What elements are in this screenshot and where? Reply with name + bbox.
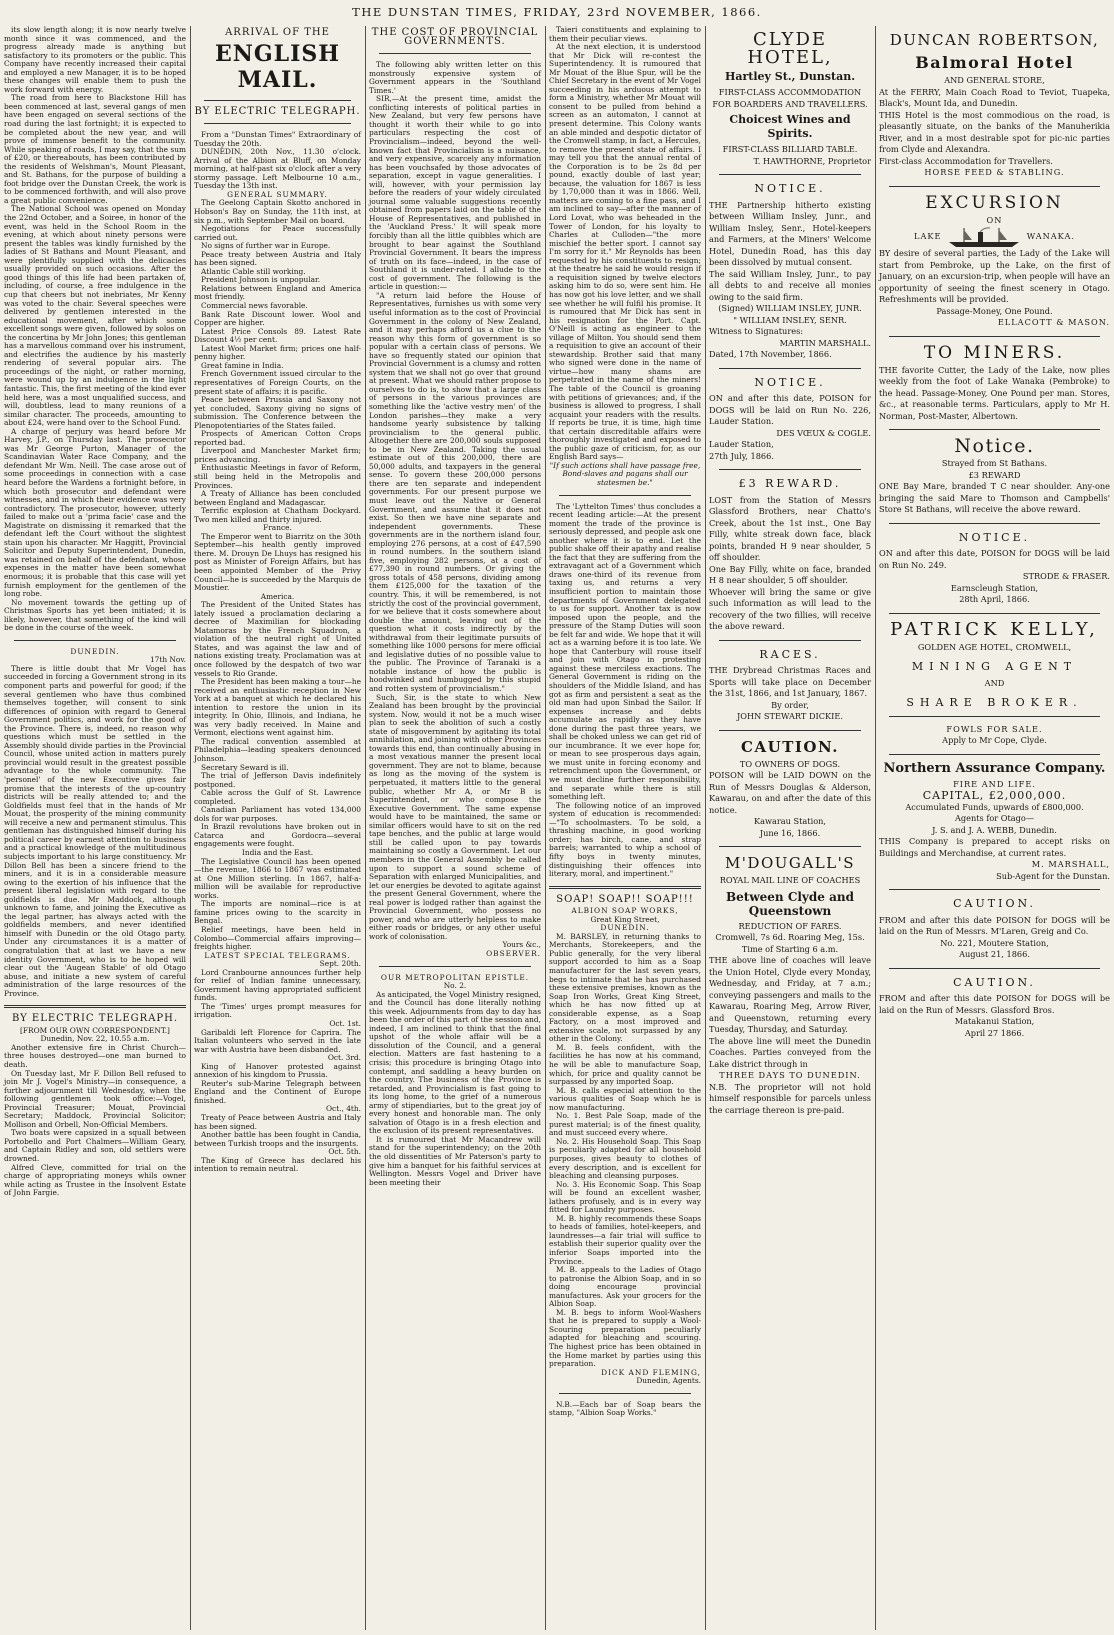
- ad-subheading: AND GENERAL STORE,: [944, 75, 1045, 85]
- summary-item: Relations between England and America most friendly.: [194, 283, 361, 302]
- dateline: Sept. 20th.: [319, 959, 361, 969]
- article-paragraph: Treaty of Peace between Austria and Italy has been signed.: [194, 1112, 361, 1131]
- section-heading: LATEST SPECIAL TELEGRAMS.: [204, 950, 351, 960]
- ad-fares: Cromwell, 7s 6d. Roaring Meg, 15s.: [715, 932, 865, 942]
- dateline: Oct. 5th.: [328, 1147, 361, 1157]
- notice-subheading: Strayed from St Bathans.: [941, 458, 1048, 468]
- ad-line: Accumulated Funds, upwards of £800,000.: [905, 801, 1084, 812]
- ad-line: J. S. and J. A. WEBB, Dunedin.: [932, 824, 1057, 835]
- notice-text: ON and after this date, POISON for DOGS will be laid on Run No. 226, Lauder Station.: [709, 393, 871, 426]
- article-paragraph: Canadian Parliament has voted 134,000 dols for war purposes.: [194, 805, 361, 823]
- notice-heading: CAUTION.: [953, 975, 1036, 989]
- section-heading: OUR METROPOLITAN EPISTLE.: [380, 972, 530, 982]
- dateline: Oct. 3rd.: [327, 1053, 361, 1063]
- summary-list: [194, 199, 361, 524]
- ad-capital: CAPITAL, £2,000,000.: [922, 789, 1067, 802]
- ad-paragraph: At the FERRY, Main Coach Road to Teviot, Tuapeka, Black's, Mount Ida, and Dunedin.: [879, 86, 1110, 108]
- ad-paragraph: No. 2. His Household Soap. This Soap is peculiarly adapted for all household purposes, gives beauty to clothes of every description, and is excellent for bleaching and cleansing purposes.: [549, 1136, 701, 1181]
- article-paragraph: The President of the United States has lately issued a proclamation declaring a decree of Maximilian for blockading Matamoras by the French Squadron, a violation of the neutral right of United States, and was against the law and of nations existing treaty. Proclamation was at once followed by the despatch of two war vessels to Rio Grande.: [194, 600, 361, 678]
- article-paragraph: The trial of Jefferson Davis indefinitely postponed.: [194, 771, 361, 789]
- ad-paragraph: M. B. calls especial attention to the various qualities of Soap which he is now manufacturing.: [549, 1085, 701, 1112]
- masthead: THE DUNSTAN TIMES, FRIDAY, 23rd NOVEMBER, 1866.: [352, 5, 762, 19]
- ad-line: THREE DAYS TO DUNEDIN.: [719, 1070, 861, 1080]
- steamship-icon: [944, 226, 1024, 248]
- headline: ENGLISH MAIL.: [214, 40, 341, 93]
- lake-label: LAKE: [914, 231, 942, 241]
- dateline: Oct., 4th.: [326, 1104, 361, 1114]
- notice-text: FROM and after this date POISON for DOGS will be laid on the Run of Messrs. M'Laren, Greig and Co.: [879, 914, 1110, 936]
- region-heading: France.: [263, 523, 292, 533]
- ad-subheading: FIRE AND LIFE.: [953, 778, 1036, 789]
- divider: [719, 368, 861, 369]
- notice-heading: NOTICE.: [754, 375, 826, 389]
- notice-signature: (Signed) WILLIAM INSLEY, JUNR.: [718, 303, 862, 313]
- summary-item: Prospects of American Cotton Crops reported bad.: [194, 429, 361, 447]
- article-paragraph: As anticipated, the Vogel Ministry resigned, and the Council has done literally nothing this week. Adjournments from day to day has been the order of this part of the session and, indeed, I am inclined to think that the final upshot of the whole affair will be a dissolution of the Council, and a general election. Matters are fast hastening to a crisis; this procedure is bringing Otago into contempt, and saddling a heavy burden on the country. The business of the Province is retarded, and Provincialism is fast going to its long home, to the grief of a numerous army of stipendiaries, but to the great joy of every honest and honorable man. The only salvation of Otago is in a fresh election and the exclusion of its present representatives.: [369, 989, 541, 1136]
- summary-item: The Geelong Captain Skotto anchored in Hobson's Bay on Sunday, the 11th inst, at six p.m., with September Mail on board.: [194, 198, 361, 225]
- divider: [889, 613, 1100, 614]
- ad-line: FIRST-CLASS ACCOMMODATION FOR BOARDERS AND TRAVELLERS.: [712, 87, 868, 109]
- article-paragraph: The Emperor went to Biarritz on the 30th September—his health gently improved there. M. Drouyn De Lhuys has resigned his post as Minister of Foreign Affairs, but has been appointed Member of the Privy Council—he is succeeded by the Marquis de Moustier.: [194, 531, 361, 593]
- article-paragraph: Alfred Cleve, committed for trial on the charge of appropriating moneys whils owner while acting as Trustee in the Insolvent Estate of John Fargie.: [4, 1162, 186, 1198]
- article-paragraph: On Tuesday last, Mr F. Dillon Bell refused to join Mr J. Vogel's Ministry—in consequence, a further adjournment till Wednesday, when the following gentlemen took office:—Vogel, Provincial Treasurer; Mouat, Provincial Secretary; Maddock, Provincial Solicitor; Mollison and Orbell, Non-Official Members.: [4, 1068, 186, 1129]
- divider: [549, 886, 701, 889]
- notice-heading: NOTICE.: [958, 530, 1031, 544]
- ad-city: DUNEDIN.: [600, 923, 650, 933]
- ad-headline: Northern Assurance Company.: [883, 760, 1106, 776]
- notice-heading: CAUTION.: [953, 897, 1036, 910]
- summary-item: Bank Rate Discount lower. Wool and Copper are higher.: [194, 309, 361, 328]
- ad-line: ON: [986, 214, 1003, 225]
- ad-signature: T. HAWTHORNE, Proprietor: [753, 155, 871, 166]
- summary-item: Enthusiastic Meetings in favor of Reform, still being held in the Metropolis and Provinces.: [194, 463, 361, 490]
- notice-text: THE Partnership hitherto existing between William Insley, Junr., and William Insley, Senr., Hotel-keepers and Farmers, at the Miners' Welcome Hotel, Dunedin Road, has this day been dissolved by mutual consent.: [709, 199, 871, 267]
- ad-headline: EXCURSION: [925, 192, 1064, 213]
- notice-date: Dated, 17th November, 1866.: [709, 349, 832, 359]
- ad-address: Great King Street,: [590, 914, 660, 924]
- dateline: Dunedin, Nov. 22, 10.55 a.m.: [40, 1034, 150, 1044]
- ad-line: Agents for Otago—: [954, 813, 1035, 823]
- article-paragraph: Lord Cranbourne announces further help for relief of Indian famine unnecessary, Government having appropriated sufficient funds.: [194, 967, 361, 1003]
- ad-paragraph: M. B. feels confident, with the facilities he has now at his command, he will be able to manufacture Soap, which, for price and quality cannot be surpassed by any imported Soap.: [549, 1042, 701, 1087]
- divider: [889, 336, 1100, 337]
- notice-heading: RACES.: [759, 647, 821, 661]
- article-paragraph: The following ably written letter on this monstrously expensive system of Government appears in the 'Southland Times.': [369, 60, 541, 95]
- verse-quote: "If such actions shall have passage free, Bond-slaves and pagans shall our statesmen be.": [549, 460, 701, 487]
- divider: [719, 730, 861, 731]
- article-paragraph: The 'Lyttelton Times' thus concludes a recent leading article:—At the present moment the trade of the province is seriously depressed, and people ask one another where it is to end. Let the public shake off their apathy and realise the fact that they are suffering from the extravagant act of a Government which draws one-third of its revenue from taxing us, and returns a very insufficient portion to maintain those departments of Government delegated to us for support. Another tax is now imposed upon the people, and the pressure of the Stamp Duties will soon be felt far and wide. We hope that it will act as a warning before it is too late. We hope that Canterbury will rouse itself and join with Otago in protesting against these merciless exactions. The General Government is riding on the shoulders of the Middle Island, and has got as firm and persistent a seat as the old man had upon Sinbad the Sailor. If expenses increase and debts accumulate as rapidly as they have done during the past three years, we shall be choked unless we can get rid of our incumbrance. It we ever hope for, or mean to see prosperous days again, we must unite in forcing economy and retrenchment upon the Government, or we must decline further responsibility, and separate while there is still something left.: [549, 501, 701, 802]
- article-paragraph: The 'Times' urges prompt measures for irrigation.: [194, 1001, 361, 1020]
- divider: [559, 1393, 691, 1394]
- ad-headline: M'DOUGALL'S: [724, 854, 856, 872]
- notice-signature: JOHN STEWART DICKIE.: [737, 711, 843, 721]
- article-paragraph: Two boats were capsized in a squall between Portobello and Port Chalmers—William Geary, and Captain Ridley and son, old settlers were drowned.: [4, 1128, 186, 1163]
- divider: [889, 523, 1100, 524]
- column-4: [545, 26, 705, 1630]
- notice-text: Kawarau Station,: [753, 816, 827, 826]
- headline-kicker: ARRIVAL OF THE: [225, 27, 330, 38]
- ad-paragraph: BY desire of several parties, the Lady of the Lake will start from Pembroke, up the Lake, on the first of January, on an excursion-trip, when people will have an opportunity of seeing the finest scenery in Otago. Refreshments will be provided.: [879, 248, 1110, 304]
- divider: [204, 123, 351, 124]
- summary-item: Great famine in India.: [201, 360, 284, 370]
- notice-subheading: £3 REWARD: [968, 469, 1021, 480]
- summary-item: Commercial news favorable.: [201, 301, 308, 311]
- ad-paragraph: THIS Company is prepared to accept risks on Buildings and Merchandise, at current rates.: [879, 836, 1110, 858]
- notice-text: The said William Insley, Junr., to pay all debts to and receive all monies owing to the said firm.: [709, 268, 871, 302]
- ad-paragraph: N.B. The proprietor will not hold himself responsible for parcels unless the carriage thereon is pre-paid.: [709, 1081, 871, 1115]
- notice-signature: MARTIN MARSHALL.: [779, 337, 871, 348]
- article-paragraph: The National School was opened on Monday the 22nd October, and a Soiree, in honor of the event, was held in the School Room in the evening, at which about ninety persons were present the tables was kindly furnished by the ladies of St Bathans and Mount Pleasant, and were plentifully supplied with the delicacies usually provided on such occasions. After the good things of this life had been partaken of, including, of course, a free indulgence in the cup that cheers but not inebriates, Mr Kenny was voted to the chair. Several speeches were delivered by gentlemen interested in the educational movement, after which some excellent songs were given, followed by solos on the concertina by Mr John Jones; this gentleman has a marvellous command over his instrument, and electrifies the audience by his masterly rendering of several popular airs. The proceedings of the night, or rather morning, were wound up by an indulgence in the light fantastic. This, the first meeting of the kind ever held here, was a most unqualified success, and will, doubtless, lead to many reunions of a similar character. The proceeds, amounting to about £24, were hand over to the School Fund.: [4, 204, 186, 428]
- divider: [4, 1005, 186, 1008]
- section-heading: BY ELECTRIC TELEGRAPH.: [194, 105, 361, 117]
- ad-line: Choicest Wines and Spirits.: [729, 113, 851, 140]
- ad-subheading: REDUCTION OF FARES.: [738, 920, 842, 931]
- ad-line: SHARE BROKER.: [906, 696, 1083, 709]
- region-heading: America.: [260, 591, 295, 601]
- notice-text: FROM and after this date POISON for DOGS will be laid on the Run of Messrs. Glassford Bros.: [879, 993, 1110, 1015]
- ad-headline: PATRICK KELLY,: [890, 618, 1099, 640]
- notice-text: THE Drybread Christmas Races and Sports will take place on December the 31st, 1866, and 1st January, 1867.: [709, 665, 871, 698]
- notice-date: June 16, 1866.: [759, 827, 821, 838]
- article-paragraph: SIR,—At the present time, amidst the conflicting interests of political parties in New Zealand, but very few persons have thought it worth their while to go into particulars respecting the cost of Provincialism—indeed, beyond the well-known fact that Provincialism is a nuisance, and very expensive, scarcely any information has been vouchsafed by those advocates of separation, except in vague generalities. I will, however, with your permission lay before the readers of your widely circulated journal some valuable suggestions recently obtained from papers laid on the table of the House of Representatives, and published in the 'Auckland Press.' It will speak more forcibly than all the little quibbles which are brought to bear against the Southland Provincial Government. It bears the impress of truth on its face—indeed, in the case of Southland it is under-rated. I allude to the cost of government. The following is the article in question:—: [369, 94, 541, 292]
- divider: [889, 968, 1100, 969]
- ad-headline: DUNCAN ROBERTSON,: [889, 31, 1100, 49]
- ad-line: [879, 226, 1110, 248]
- article-paragraph: Taieri constituents and explaining to them their peculiar views.: [549, 26, 701, 43]
- ad-paragraph: The above line will meet the Dunedin Coaches. Parties conveyed from the Lake district through in: [709, 1035, 871, 1069]
- notice-text: Witness to Signatures:: [709, 326, 804, 336]
- divider: [379, 53, 531, 54]
- divider: [14, 640, 176, 641]
- ad-paragraph: THE favorite Cutter, the Lady of the Lake, now plies weekly from the foot of Lake Wanaka (Pembroke) to the head. Passage-Money, One Pound per man. Stores, &c., at reasonable terms. Particulars, apply to Mr H. Norman, Post-Master, Albertown.: [879, 364, 1110, 421]
- notice-date: 27th July, 1866.: [709, 450, 774, 461]
- divider: [889, 754, 1100, 755]
- notice-text: One Bay Filly, white on face, branded H 8 near shoulder, 5 off shoulder.: [709, 563, 871, 585]
- summary-item: Liverpool and Manchester Market firm; prices advancing.: [194, 446, 361, 464]
- divider: [889, 429, 1100, 430]
- divider: [559, 495, 691, 496]
- ad-signature: DICK AND FLEMING,: [601, 1367, 701, 1377]
- article-paragraph: In Brazil revolutions have broken out in Catarca and Gordocra—several engagements were fought.: [194, 822, 361, 849]
- ad-paragraph: THE above line of coaches will leave the Union Hotel, Clyde every Monday, Wednesday, and Friday, at 7 a.m.; conveying passengers and mails to the Kawarau, Roaring Meg, Arrow River, and Queenstown, returning every Tuesday, Thursday, and Saturday.: [709, 955, 871, 1034]
- ad-paragraph: M. B. highly recommends these Soaps to heads of families, hotel-keepers, and laundresses—a fair trial will suffice to establish their superior quality over the inferior Soaps imported into the Province.: [549, 1213, 701, 1266]
- notice-text: By order,: [771, 699, 809, 710]
- section-heading: GENERAL SUMMARY.: [227, 189, 328, 199]
- notice-heading: Notice.: [954, 435, 1035, 457]
- divider: [889, 889, 1100, 890]
- column-5: [705, 26, 875, 1630]
- notice-date: 28th April, 1866.: [959, 594, 1030, 604]
- ad-paragraph: No. 1. Best Pale Soap, made of the purest material; is of the finest quality, and must succeed every where.: [549, 1111, 701, 1138]
- notice-text: ONE Bay Mare, branded T C near shoulder. Any-one bringing the said Mare to Thomson and Campbells' Store St Bathans, will receive the above reward.: [879, 481, 1110, 514]
- summary-item: Atlantic Cable still working.: [201, 266, 306, 276]
- article-paragraph: There is little doubt that Mr Vogel has succeeded in forcing a Government strong in its component parts and powerful for good; if the several gentlemen who have thus combined themselves together, will consent to sink differences of opinion with regard to General Government politics, and work for the good of the Province. There is, indeed, no reason why questions which must be settled in the Assembly should divide parties in the Provincial Council, whose united action in matters purely provincial would result in the greatest possible advantage to the whole community. The 'personel' of the new Executive gives fair promise that the interests of the up-country districts will be really attended to; and the Goldfields must feel that in the hands of Mr Mouat, the prosperity of the mining community will receive a new and permanent stimulus. This gentleman has distinguished himself during his political career by earnest attention to business and a practical knowledge of the multitudinous subjects important to his large constituency. Mr Dillon Bell has been a sincere friend to the miners, and it is in a considerable measure owing to the exertion of his influence that the present liberal legislation with regard to the goldfields is due. Mr Maddock, although unknown to fame, and joining the Executive as the legal partner, has always acted with the goldfields members, and never identified himself with Dunedin or the old Otago party. Under any circumstances it is a matter of congratulation that at last we have a new identity Government, who is to be hoped will clear out the 'Augean Stable' of old Otago abuse, and initiate a new system of careful administration of the large resources of the Province.: [4, 663, 186, 998]
- column-1: [0, 26, 190, 1630]
- article-paragraph: King of Hanover protested against annexion of his kingdom to Prussia.: [194, 1061, 361, 1080]
- ad-paragraph: N.B.—Each bar of Soap bears the stamp, "Albion Soap Works.": [549, 1399, 701, 1418]
- article-paragraph: The imports are nominal—rice is at famine prices owing to the scarcity in Bengal.: [194, 899, 361, 926]
- ad-paragraph: M. B. appeals to the Ladies of Otago to patronise the Albion Soap, and in so doing encourage provincial manufactures. Ask your grocers for the Albion Soap.: [549, 1265, 701, 1309]
- lake-name: WANAKA.: [1026, 231, 1075, 241]
- notice-text: No. 221, Moutere Station,: [940, 937, 1049, 948]
- ad-paragraph: M. B. begs to inform Wool-Washers that he is prepared to supply a Wool-Scouring preparation peculiarly adapted for bleaching and scouring. The highest price has been obtained in the Home market by parties using this preparation.: [549, 1307, 701, 1369]
- divider: [889, 186, 1100, 187]
- article-paragraph: At the next election, it is understood that Mr Dick will re-contest the Superintendency. It is rumoured that Mr Mouat of the Blue Spur, will be the Chief Secretary in the event of Mr Vogel succeeding in his arduous attempt to form a Ministry, whether Mr Mouat will consent to be pulled from behind a screen as an automaton, I cannot at present determine. This Colony wants an able minded and despotic dictator of the Cromwell stamp, in fact, a Hercules, to remove the present state of affairs. I may tell you that the annual rental of the Corporation is to be 2s 8d per pound, exactly double of last year; because, the valuation for 1867 is less by 1,70,000 than it was in 1866. Well, matters are coming to a fine pass, and I am inclined to say—after the manner of Lord Lovat, who was beheaded in the Tower of London, for his loyalty to Charles at Culloden—"the more mischief the better sport. I cannot say I'm sorry for it." Mr Reynolds has been requested by his constituents to resign; at the theatre he said he would resign if a requisition signed by twelve electors asking him to do so, were sent him. He has now got his love letter, and we shall see whether he will fulfil his promise. It is rumoured that Mr Dick has sent in his resignation for the Port. Capt. O'Neill is acting as engineer to the village of Milton. You should send them a requisition to give an account of their stewardship. Brother said that many who signed were done in the name of virtue—how many shams are perpetrated in the name of the miners! The table of the Council is groaning with petitions of grievances; and, if the business is allowed to progress, I shall acquaint your readers with the results. If reports be true, it is time, high time that certain discreditable affairs were thoroughly investigated and exposed to the public gaze of criticism, for, as our English Bard says—: [549, 42, 701, 462]
- ad-route: Between Clyde and Queenstown: [726, 889, 854, 918]
- ad-time: Time of Starting 6 a.m.: [741, 943, 839, 954]
- ad-signature: ELLACOTT & MASON.: [997, 317, 1110, 327]
- ad-address: Hartley St., Dunstan.: [724, 70, 856, 83]
- article-paragraph: The following notice of an improved system of education is recommended:—"To schoolmasters. To be sold, a thrashing machine, in good working order; has birch, cane, and strap barrels; warranted to whip a school of fifty boys in twenty minutes, distinguishing their offences into literary, moral, and impertinent.": [549, 800, 701, 879]
- region-heading: India and the East.: [241, 848, 314, 858]
- notice-text: Whoever will bring the same or give such information as will lead to the recovery of the two fillies, will receive the above reward.: [709, 586, 871, 631]
- divider: [204, 100, 351, 101]
- notice-subheading: TO OWNERS OF DOGS.: [739, 758, 841, 769]
- ad-signature: Dunedin, Agents.: [636, 1376, 701, 1386]
- notice-date: August 21, 1866.: [959, 949, 1030, 959]
- ad-line: HORSE FEED & STABLING.: [924, 167, 1065, 177]
- summary-item: Latest Price Consols 89. Latest Rate Discount 4½ per cent.: [194, 326, 361, 345]
- ad-line: FIRST-CLASS BILLIARD TABLE.: [722, 144, 858, 154]
- ad-subheading: GOLDEN AGE HOTEL, CROMWELL,: [917, 641, 1072, 652]
- article-paragraph: its slow length along; it is now nearly twelve month since it was commenced, and the progress already made is anything but satisfactory to its promoters or the public. This Company have recently increased their capital and employed a new Manager, it is to be hoped these changes will enable them to push the work forward with energy.: [4, 26, 186, 94]
- notice-text: Lauder Station,: [709, 439, 774, 449]
- article-paragraph: Reuter's sub-Marine Telegraph between England and the Continent of Europe finished.: [194, 1078, 361, 1105]
- ad-paragraph: M. BARSLEY, in returning thanks to Merchants, Storekeepers, and the Public generally, for the very liberal support accorded to him as a Soap manufacturer for the last seven years, begs to intimate that he has purchased these extensive premises, known as the Soap Iron Works, Great King Street, which he has now fitted up at considerable expense, as a Soap Factory, on a most improved and extensive scale, not surpassed by any other in the Colony.: [549, 931, 701, 1044]
- ad-line: Apply to Mr Cope, Clyde.: [942, 735, 1047, 745]
- summary-item: Negotiations for Peace successfully carried out.: [194, 224, 361, 242]
- ad-headline: TO MINERS.: [923, 342, 1066, 363]
- article-paragraph: The road from here to Blackstone Hill has been commenced at last, several gangs of men have been engaged on several sections of the road during the last fortnight; it is expected to be completed about the new year, and will prove of immense benefit to the community. While speaking of roads, I may say, that the sum of £20, or thereabouts, has been contributed by the residents of Welshman's, Mount Pleasant, and St. Bathans, for the purpose of building a foot bridge over the Dunstan Creek, the work is to be commenced forthwith, and will also prove a great public convenience.: [4, 93, 186, 205]
- notice-signature: STRODE & FRASER.: [1022, 571, 1110, 581]
- article-paragraph: The radical convention assembled at Philadelphia—leading speakers denounced Johnson.: [194, 736, 361, 764]
- divider: [379, 966, 531, 967]
- article-paragraph: Garibaldi left Florence for Caprira. The Italian volunteers who served in the late war with Austria have been disbanded.: [194, 1027, 361, 1054]
- ad-signature: Sub-Agent for the Dunstan.: [996, 870, 1110, 881]
- divider: [719, 174, 861, 175]
- article-paragraph: From a "Dunstan Times" Extraordinary of Tuesday the 20th.: [194, 130, 361, 148]
- article-paragraph: It is rumoured that Mr Macandrew will stand for the superintendency; on the 20th the old dissentities of Mr Paterson's party to give him a banquet for his faithful services at Wellington. Messrs Vogel and Driver have been meeting their: [369, 1134, 541, 1187]
- divider: [719, 640, 861, 641]
- column-3: [365, 26, 545, 1630]
- signature: OBSERVER.: [486, 948, 541, 958]
- ad-line: MINING AGENT: [911, 660, 1078, 673]
- article-paragraph: Another extensive fire in Christ Church—three houses destroyed—one man burned to death.: [4, 1042, 186, 1069]
- ad-headline: Balmoral Hotel: [915, 53, 1074, 72]
- ad-paragraph: THIS Hotel is the most commodious on the road, is pleasantly situate, on the banks of the Manuherikia River, and in a most desirable spot for pic-nic parties from Clyde and Alexandra.: [879, 109, 1110, 154]
- dateline: Oct. 1st.: [329, 1018, 361, 1028]
- signoff: Yours &c.,: [502, 940, 541, 950]
- section-heading: BY ELECTRIC TELEGRAPH.: [11, 1013, 179, 1025]
- article-paragraph: "A return laid before the House of Representatives, furnishes us with some very useful information as to the cost of Provincial Government in the colony of New Zealand, and it may perhaps afford us a clue to the reason why this form of government is so popular with a certain class of persons. We have so frequently stated our opinion that Provincial Government is a clumsy and rotten system that we shall not go over that ground at present. What we should rather propose to ourselves to do is, to show that a large class of persons in the various provinces are something like the 'active vestry men' of the London parishes—they make a very handsome yearly subsistence by talking provincialism to the general public. Altogether there are 200,000 souls supposed to be in New Zealand. Taking the usual estimate out of this 200,000, there are 50,000 adults, and taxpayers in the general sense. To govern these 200,000 persons there are ten separate and independent governments. For our present purpose we must leave out the Native or General Government, and assume that it does not exist. So then we have nine separate and independent governments. These governments are in the northern island four, employing 276 persons, at a cost of £47,590 in round numbers. In the southern island five, employing 282 persons, at a cost of £77,390 in round numbers. Or giving the gross totals of 458 persons, dividing among them £125,000 for the taxation of the country. This, it will be remembered, is not strictly the cost of the provincial government, for we believe that it costs somewhere about double the amount, leaving out of the question what it costs indirectly by the withdrawal from their legitimate pursuits of something like 1000 persons for mere official and legislative duties of no possible value to the public. The Province of Taranaki is a notable instance of how the public is hoodwinked and humbugged by this stupid and rotten system of provincialism.": [369, 290, 541, 694]
- subheading: No. 2.: [443, 981, 467, 991]
- article-paragraph: The President has been making a tour—he received an enthusiastic reception in New York at a banquet at which he declared his intention to restore the union in its integrity. In Ohio, Illinois, and Indiana, he was very badly received. In Maine and Vermont, elections went against him.: [194, 677, 361, 738]
- notice-text: POISON will be LAID DOWN on the Run of Messrs Douglas & Alderson, Kawarau, on and after the date of this notice.: [709, 770, 871, 815]
- ad-line: AND: [984, 677, 1005, 688]
- column-6: [875, 26, 1114, 1630]
- article-paragraph: Relief meetings, have been held in Colombo—Commercial affairs improving—freights higher.: [194, 924, 361, 952]
- summary-item: Latest Wool Market firm; prices one half-penny higher.: [194, 343, 361, 362]
- headline: THE COST OF PROVINCIAL GOVERNMENTS.: [371, 27, 539, 47]
- summary-item: No signs of further war in Europe.: [201, 241, 331, 251]
- notice-signature: DES VŒUX & COGLE.: [776, 427, 871, 438]
- article-paragraph: Secretary Seward is ill.: [201, 762, 289, 772]
- article-paragraph: The Legislative Council has been opened—the revenue, 1866 to 1867 was estimated at One Million sterling. In 1867, half-a-million will be available for reproductive works.: [194, 856, 361, 900]
- notice-text: Matakanui Station,: [954, 1016, 1035, 1026]
- summary-item: Peace between Prussia and Saxony not yet concluded, Saxony giving no signs of submission. The Conference between the Plenopotentiaries of the States failed.: [194, 395, 361, 430]
- divider: [719, 846, 861, 847]
- subheading: [FROM OUR OWN CORRESPONDENT.]: [20, 1025, 170, 1035]
- dateline: 17th Nov.: [149, 655, 186, 665]
- notice-text: Earnscleugh Station,: [950, 582, 1039, 593]
- section-heading: DUNEDIN.: [70, 646, 120, 656]
- ad-paragraph: No. 3. His Economic Soap. This Soap will be found an excellent washer, lathers profusely, and is in every way fitted for Laundry purposes.: [549, 1179, 701, 1215]
- divider: [889, 716, 1100, 717]
- article-paragraph: No movement towards the getting up of Christmas Sports has yet been initiated; it is likely, however, that something of the kind will be done in the course of the week.: [4, 597, 186, 633]
- summary-item: Terrific explosion at Chatham Dockyard. Two men killed and thirty injured.: [194, 506, 361, 524]
- notice-text: LOST from the Station of Messrs Glassford Brothers, near Chatto's Creek, about the 1st inst., One Bay Filly, white streak down face, black points, branded H 9 near shoulder, 5 off shoulder.: [709, 494, 871, 562]
- article-paragraph: Another battle has been fought in Candia, between Turkish troops and the insurgents.: [194, 1130, 361, 1148]
- article-paragraph: A charge of perjury was heard before Mr Harvey, J.P., on Thursday last. The prosecutor was Mr George Purton, Manager of the Scandinavian Water Race Company, and the defendant Mr Wm. Neill. The case arose out of some proceedings in connection with a case heard before the Wardens a fortnight before, in which both prosecutor and defendant were witnesses, and in which their evidence was very contradictory. The prosecutor, however, utterly failed to make out a 'prima facie' case and the Magistrate on dismissing it remarked that the defendant left the Court without the slightest stain upon his character. Mr Haggitt, Provincial Solicitor and Deputy Superintendent, Dunedin, was retained on behalf of the defendant, whose expenses in the matter have been somewhat enormous; it is probable that this case will yet furnish employment for the gentlemen of the long robe.: [4, 426, 186, 599]
- summary-item: Peace treaty between Austria and Italy has been signed.: [194, 249, 361, 268]
- article-paragraph: DUNEDIN, 20th Nov., 11.30 o'clock. Arrival of the Albion at Bluff, on Monday morning, at half-past six o'clock after a very stormy passage. Left Melbourne 10 a.m., Tuesday the 13th inst.: [194, 147, 361, 191]
- summary-item: A Treaty of Alliance has been concluded between England and Madagascar.: [194, 489, 361, 507]
- ad-subheading: ROYAL MAIL LINE OF COACHES: [719, 875, 861, 885]
- ad-paragraph: First-class Accommodation for Travellers.: [879, 155, 1053, 166]
- notice-heading: NOTICE.: [754, 182, 826, 195]
- divider: [719, 469, 861, 470]
- notice-date: April 27 1866.: [964, 1027, 1025, 1038]
- ad-subheading: FOWLS FOR SALE.: [946, 723, 1043, 734]
- article-paragraph: Such, Sir, is the state to which New Zealand has been brought by the provincial system. Now, would it not be a much wiser plan to seek the abolition of such a costly state of misgovernment by agitating its total annihilation, and joining with other Provinces towards this end, than continually abusing in a most vexatious manner the present local government. They are not to blame, because as long as the moving of the system is perpetuated, it matters little to the general public, whether Mr A, or Mr B is Superintendent, or who compose the Executive Government. The same expense would have to be maintained, the same or similar officers would have to sit on the red tape benches, and the public at large would still be called upon to pay towards maintaining so costly a Government. Let our members in the General Assembly be called upon to support a sound scheme of Separation with enlarged Municipalities, and let our energies be devoted to agitate against the present General Government, where the real power is lodged rather than against the Provincial Government, who possess no power, and who are utterly helpless to make either roads or bridges, or any other useful work of colonisation.: [369, 692, 541, 941]
- summary-item: President Johnson is unpopular.: [201, 275, 321, 285]
- ad-line: Passage-Money, One Pound.: [936, 305, 1053, 316]
- ad-subheading: ALBION SOAP WORKS,: [571, 906, 679, 916]
- article-paragraph: Cable across the Gulf of St. Lawrence completed.: [194, 788, 361, 806]
- notice-text: ON and after this date, POISON for DOGS will be laid on Run No. 249.: [879, 548, 1110, 570]
- notice-heading: CAUTION.: [741, 737, 839, 756]
- ad-signature: M. MARSHALL,: [1031, 859, 1110, 869]
- article-paragraph: The King of Greece has declared his intention to remain neutral.: [194, 1155, 361, 1174]
- notice-signature: " WILLIAM INSLEY, SENR.: [733, 314, 847, 325]
- summary-item: French Government issued circular to the representatives of Foreign Courts, on the present state of affairs; it is pacific.: [194, 369, 361, 396]
- notice-heading: £3 REWARD.: [738, 477, 842, 490]
- ad-headline: SOAP! SOAP!! SOAP!!!: [556, 893, 694, 905]
- column-2: [190, 26, 365, 1630]
- ad-headline: CLYDE HOTEL,: [747, 29, 833, 68]
